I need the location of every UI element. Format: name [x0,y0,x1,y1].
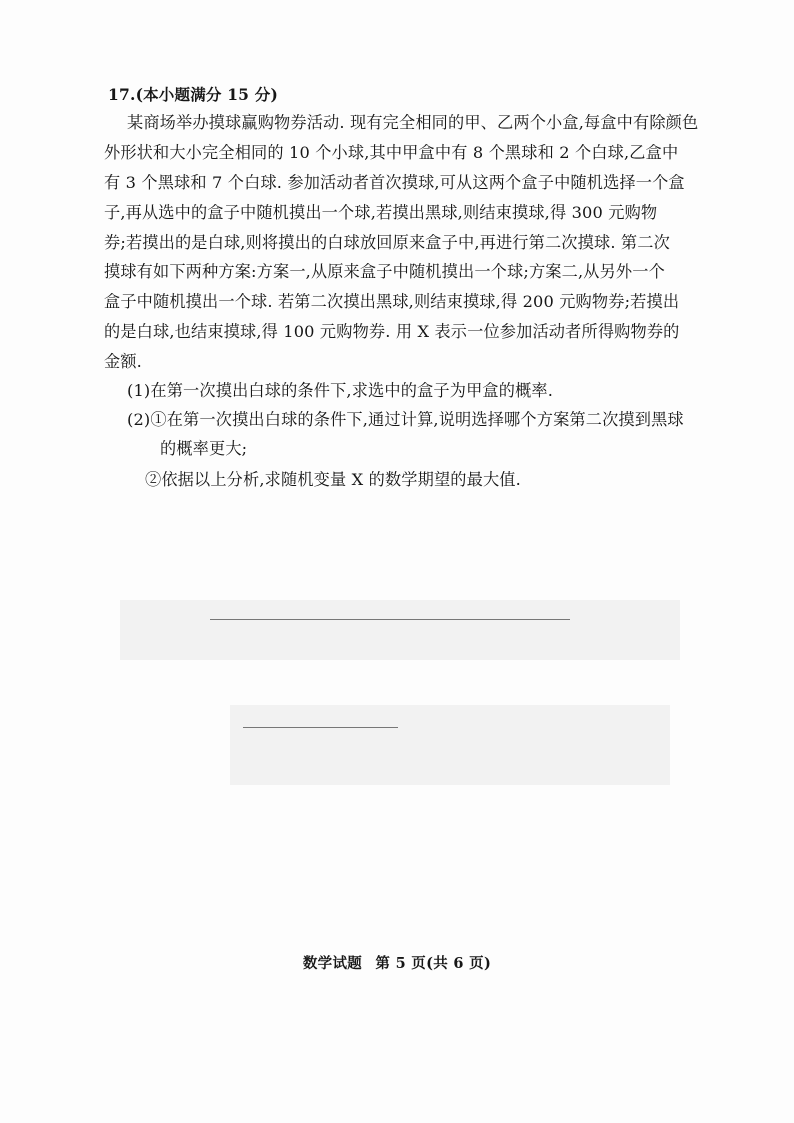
faint-rule-line [243,727,398,728]
problem-text-line-8: 的是白球,也结束摸球,得 100 元购物券. 用 X 表示一位参加活动者所得购物券的 [104,322,680,341]
problem-text-line-4: 子,再从选中的盒子中随机摸出一个球,若摸出黑球,则结束摸球,得 300 元购物 [104,203,658,222]
problem-text-line-2: 外形状和大小完全相同的 10 个小球,其中甲盒中有 8 个黑球和 2 个白球,乙盒中 [104,143,679,162]
problem-text-line-9: 金额. [104,352,142,371]
faint-rule-line [210,619,570,620]
scan-smudge [230,705,670,785]
problem-text-line-5: 券;若摸出的是白球,则将摸出的白球放回原来盒子中,再进行第二次摸球. 第二次 [104,233,670,252]
page-footer [0,952,794,973]
footer-page-number: 第 5 页(共 6 页) [375,955,492,972]
problem-header: 17.(本小题满分 15 分) [108,85,278,104]
question-2-part-1-line-1: (2)①在第一次摸出白球的条件下,通过计算,说明选择哪个方案第二次摸到黑球 [127,410,684,429]
problem-text-line-1: 某商场举办摸球赢购物券活动. 现有完全相同的甲、乙两个小盒,每盒中有除颜色 [127,113,699,132]
question-1: (1)在第一次摸出白球的条件下,求选中的盒子为甲盒的概率. [127,381,554,400]
problem-text-line-6: 摸球有如下两种方案:方案一,从原来盒子中随机摸出一个球;方案二,从另外一个 [104,262,665,281]
footer-subject: 数学试题 [302,955,363,972]
problem-text-line-3: 有 3 个黑球和 7 个白球. 参加活动者首次摸球,可从这两个盒子中随机选择一个盒 [104,173,685,192]
question-2-part-2: ②依据以上分析,求随机变量 X 的数学期望的最大值. [145,470,521,489]
scan-smudge [120,600,680,660]
question-2-part-1-line-2: 的概率更大; [160,439,248,458]
problem-text-line-7: 盒子中随机摸出一个球. 若第二次摸出黑球,则结束摸球,得 200 元购物券;若摸出 [104,292,680,311]
